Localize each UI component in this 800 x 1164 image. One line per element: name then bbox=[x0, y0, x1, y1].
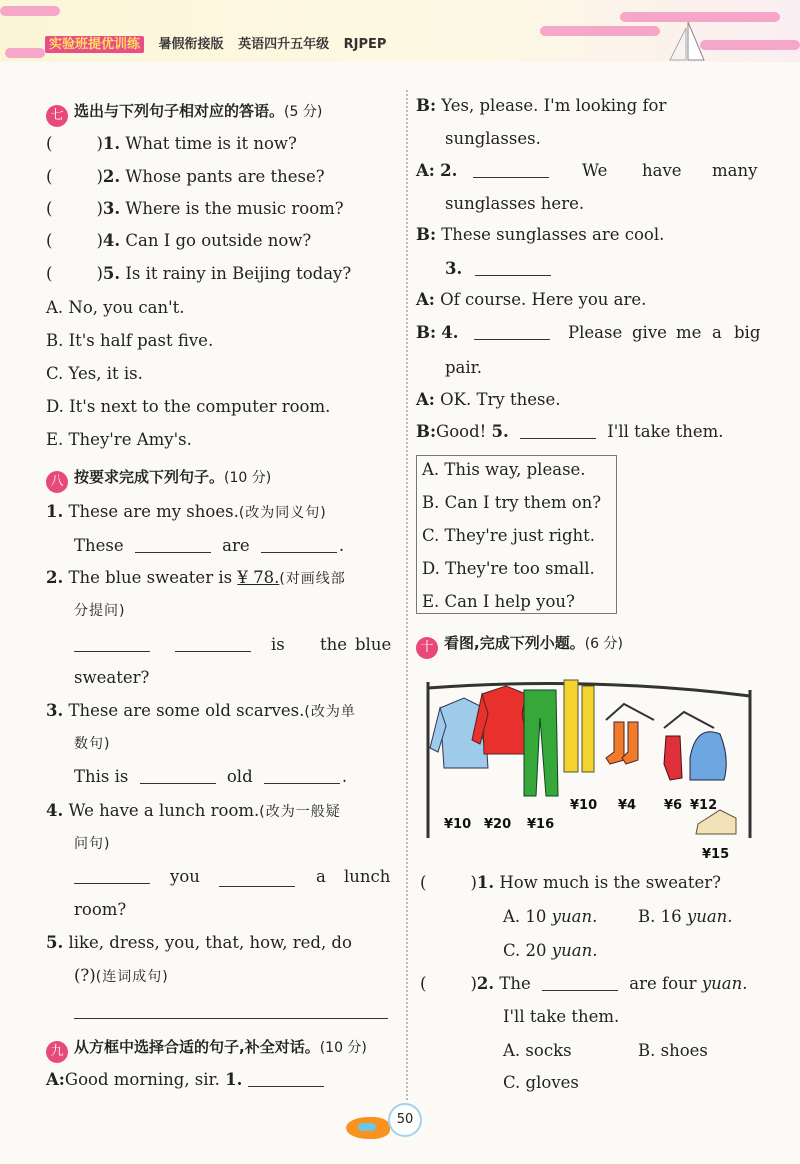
answer-word: you bbox=[170, 867, 200, 886]
option-row bbox=[46, 330, 213, 352]
header-subject: 英语四升五年级 bbox=[238, 37, 330, 52]
box-option bbox=[422, 558, 595, 580]
question-number: 2. bbox=[46, 568, 64, 587]
dialog-text: Of course. Here you are. bbox=[440, 290, 647, 309]
option-unit: yuan. bbox=[686, 907, 733, 926]
clothes-rack-picture bbox=[424, 668, 754, 868]
option-letter: E. bbox=[46, 430, 64, 449]
dialog-word: big bbox=[734, 323, 761, 342]
page-header bbox=[0, 0, 800, 62]
option-text: It's next to the computer room. bbox=[69, 397, 331, 416]
option-row bbox=[46, 363, 143, 385]
section-9-header bbox=[46, 1036, 367, 1063]
option-unit: yuan. bbox=[551, 907, 598, 926]
question-row bbox=[46, 567, 346, 590]
section-title: 选出与下列句子相对应的答语。 bbox=[74, 102, 285, 120]
question-text: We have a lunch room. bbox=[68, 801, 260, 820]
option-row bbox=[503, 1040, 572, 1062]
speaker-label: A: bbox=[46, 1070, 65, 1089]
question-text: (?) bbox=[74, 966, 96, 985]
answer-word: old bbox=[226, 767, 253, 786]
question-row bbox=[46, 230, 311, 252]
section-title: 看图,完成下列小题。 bbox=[444, 634, 585, 652]
section-number-icon: 八 bbox=[46, 471, 68, 493]
speaker-label: A: bbox=[416, 290, 435, 309]
question-row bbox=[46, 800, 341, 823]
dialog-text: sunglasses here. bbox=[445, 194, 585, 213]
question-text: like, dress, you, that, how, red, do bbox=[68, 933, 352, 952]
answer-paren: ( bbox=[420, 974, 427, 993]
answer-paren: ( bbox=[420, 873, 427, 892]
speaker-label: B: bbox=[416, 323, 437, 342]
question-text: What time is it now? bbox=[125, 134, 297, 153]
question-instruction: (改为一般疑 bbox=[259, 804, 341, 820]
question-text: The bbox=[499, 974, 531, 993]
speaker-label: B: bbox=[416, 96, 437, 115]
dialog-word: many bbox=[712, 161, 758, 180]
question-instruction: 数句) bbox=[74, 736, 111, 752]
question-number: 1. bbox=[102, 134, 121, 153]
section-title: 从方框中选择合适的句子,补全对话。 bbox=[74, 1038, 320, 1056]
section-score: (5 分) bbox=[284, 104, 323, 120]
question-row bbox=[46, 932, 352, 954]
question-unit: yuan. bbox=[701, 974, 748, 993]
dialog-line bbox=[416, 224, 664, 246]
question-number: 2. bbox=[102, 167, 121, 186]
blank-number: 5. bbox=[491, 422, 509, 441]
price-tag-sweater: ¥20 bbox=[484, 817, 512, 832]
blank-number: 1. bbox=[225, 1070, 243, 1089]
dialog-word: give bbox=[632, 323, 667, 342]
decor-wave bbox=[0, 6, 60, 16]
option-value: 10 bbox=[525, 907, 547, 926]
blank-number: 3. bbox=[445, 259, 463, 278]
header-edition: 暑假衔接版 bbox=[158, 37, 224, 52]
answer-blank[interactable] bbox=[74, 635, 150, 652]
answer-paren: ( bbox=[46, 167, 53, 186]
answer-paren-close: ) bbox=[96, 134, 103, 153]
section-score: (10 分) bbox=[224, 470, 272, 486]
question-instruction: (对画线部 bbox=[279, 571, 346, 587]
dialog-text: Good! bbox=[436, 422, 487, 441]
question-text: Where is the music room? bbox=[125, 199, 344, 218]
answer-end: . bbox=[338, 536, 345, 555]
price-tag-pants: ¥16 bbox=[527, 817, 555, 832]
question-number: 4. bbox=[102, 231, 121, 250]
dialog-text: I'll take them. bbox=[607, 422, 724, 441]
sailboat-icon bbox=[652, 18, 722, 62]
question-number: 2. bbox=[476, 974, 495, 993]
option-row bbox=[638, 906, 733, 928]
answer-blank[interactable] bbox=[248, 1070, 324, 1087]
option-letter: B. bbox=[638, 1041, 656, 1060]
option-letter: E. bbox=[422, 592, 440, 611]
answer-paren-close: ) bbox=[96, 167, 103, 186]
option-row bbox=[46, 297, 185, 319]
header-text bbox=[45, 33, 386, 52]
question-row bbox=[74, 965, 169, 988]
price-tag-hat: ¥12 bbox=[690, 798, 718, 813]
option-letter: D. bbox=[46, 397, 64, 416]
option-letter: C. bbox=[503, 941, 521, 960]
option-row bbox=[503, 940, 597, 962]
question-row bbox=[420, 872, 721, 894]
answer-paren: ( bbox=[46, 134, 53, 153]
question-text: How much is the sweater? bbox=[499, 873, 722, 892]
section-number-icon: 九 bbox=[46, 1041, 68, 1063]
question-row bbox=[46, 133, 297, 155]
question-instruction: 问句) bbox=[74, 836, 111, 852]
question-instruction: (改为单 bbox=[304, 704, 356, 720]
option-text: They're too small. bbox=[445, 559, 595, 578]
box-option bbox=[422, 591, 575, 613]
dialog-line bbox=[416, 289, 646, 311]
answer-row bbox=[74, 766, 347, 788]
option-letter: A. bbox=[503, 1041, 521, 1060]
dialog-line bbox=[416, 160, 760, 182]
answer-end: . bbox=[341, 767, 348, 786]
option-text: They're just right. bbox=[444, 526, 596, 545]
answer-word: blue bbox=[355, 635, 392, 654]
decor-wave bbox=[5, 48, 45, 58]
question-text: Is it rainy in Beijing today? bbox=[125, 264, 352, 283]
answer-row bbox=[74, 535, 344, 557]
answer-word: sweater? bbox=[74, 668, 150, 687]
question-row bbox=[46, 198, 344, 220]
blank-number: 2. bbox=[440, 161, 458, 180]
option-text: This way, please. bbox=[444, 460, 586, 479]
option-value: 20 bbox=[525, 941, 547, 960]
question-text: The blue sweater is bbox=[68, 568, 233, 587]
option-row bbox=[46, 396, 330, 418]
question-row bbox=[46, 263, 351, 285]
option-text: Yes, it is. bbox=[68, 364, 143, 383]
section-title: 按要求完成下列句子。 bbox=[74, 468, 225, 486]
question-number: 3. bbox=[102, 199, 121, 218]
option-letter: C. bbox=[422, 526, 440, 545]
answer-word: the bbox=[320, 635, 348, 654]
question-text: These are my shoes. bbox=[68, 502, 239, 521]
question-row bbox=[46, 700, 356, 723]
dialog-line bbox=[445, 258, 551, 280]
question-number: 1. bbox=[476, 873, 495, 892]
section-score: (6 分) bbox=[584, 636, 623, 652]
answer-paren-close: ) bbox=[96, 199, 103, 218]
answer-line[interactable] bbox=[74, 1018, 388, 1019]
box-option bbox=[422, 492, 601, 514]
answer-word: is bbox=[271, 635, 285, 654]
option-text: shoes bbox=[660, 1041, 708, 1060]
page-number: 50 bbox=[388, 1103, 422, 1137]
underlined-price: ¥ 78. bbox=[237, 568, 280, 587]
section-number-icon: 十 bbox=[416, 637, 438, 659]
submarine-icon bbox=[346, 1117, 390, 1139]
dialog-word: me bbox=[676, 323, 702, 342]
answer-word: are bbox=[222, 536, 250, 555]
answer-word: room? bbox=[74, 900, 127, 919]
dialog-word: have bbox=[642, 161, 682, 180]
answer-blank[interactable] bbox=[74, 867, 150, 884]
speaker-label: B: bbox=[416, 225, 437, 244]
option-row bbox=[503, 906, 597, 928]
answer-blank[interactable] bbox=[473, 161, 549, 178]
dialog-text: sunglasses. bbox=[445, 129, 541, 148]
speaker-label: A: bbox=[416, 390, 435, 409]
answer-blank[interactable] bbox=[474, 323, 550, 340]
option-letter: C. bbox=[46, 364, 64, 383]
option-text: gloves bbox=[525, 1073, 579, 1092]
question-number: 3. bbox=[46, 701, 64, 720]
option-text: Can I try them on? bbox=[444, 493, 602, 512]
dialog-line bbox=[416, 389, 560, 411]
answer-paren-close: ) bbox=[470, 974, 477, 993]
header-badge: 实验班提优训练 bbox=[45, 36, 144, 53]
option-row bbox=[46, 429, 192, 451]
answer-blank[interactable] bbox=[520, 422, 596, 439]
option-unit: yuan. bbox=[551, 941, 598, 960]
speaker-label: A: bbox=[416, 161, 435, 180]
dialog-text: OK. Try these. bbox=[440, 390, 561, 409]
answer-paren-close: ) bbox=[96, 231, 103, 250]
option-letter: C. bbox=[503, 1073, 521, 1092]
option-letter: A. bbox=[422, 460, 440, 479]
price-tag-shirt: ¥10 bbox=[444, 817, 472, 832]
dialog-text: pair. bbox=[445, 358, 482, 377]
answer-paren-close: ) bbox=[470, 873, 477, 892]
section-score: (10 分) bbox=[319, 1040, 367, 1056]
answer-word: a bbox=[316, 867, 326, 886]
answer-paren: ( bbox=[46, 264, 53, 283]
column-divider bbox=[406, 90, 408, 1100]
answer-blank[interactable] bbox=[175, 635, 251, 652]
dialog-text: Good morning, sir. bbox=[64, 1070, 220, 1089]
option-row bbox=[503, 1072, 579, 1094]
option-letter: B. bbox=[46, 331, 64, 350]
dialog-line bbox=[416, 95, 666, 117]
price-tag-gloves: ¥6 bbox=[664, 798, 683, 813]
option-letter: D. bbox=[422, 559, 440, 578]
answer-row bbox=[74, 634, 390, 656]
answer-paren: ( bbox=[46, 199, 53, 218]
answer-blank[interactable] bbox=[264, 767, 340, 784]
dialog-word: a bbox=[712, 323, 722, 342]
section-10-header bbox=[416, 632, 623, 659]
dialog-line bbox=[416, 421, 724, 443]
answer-blank[interactable] bbox=[135, 536, 211, 553]
answer-blank[interactable] bbox=[475, 259, 551, 276]
decor-wave bbox=[540, 26, 660, 36]
question-text: Can I go outside now? bbox=[125, 231, 312, 250]
question-row bbox=[46, 166, 325, 188]
dialog-text: Yes, please. I'm looking for bbox=[441, 96, 667, 115]
header-code: RJPEP bbox=[343, 37, 387, 52]
option-letter: B. bbox=[422, 493, 440, 512]
question-instruction: (改为同义句) bbox=[238, 505, 327, 521]
answer-blank[interactable] bbox=[261, 536, 337, 553]
question-number: 1. bbox=[46, 502, 64, 521]
question-number: 5. bbox=[102, 264, 121, 283]
answer-word: lunch bbox=[344, 867, 391, 886]
clothesline-illustration bbox=[424, 668, 754, 868]
option-value: 16 bbox=[660, 907, 682, 926]
answer-row bbox=[74, 866, 390, 888]
answer-paren-close: ) bbox=[96, 264, 103, 283]
answer-paren: ( bbox=[46, 231, 53, 250]
section-8-header bbox=[46, 466, 271, 493]
section-7-header bbox=[46, 100, 322, 127]
question-instruction: (连词成句) bbox=[95, 969, 169, 985]
question-instruction: 分提问) bbox=[74, 603, 126, 619]
section-number-icon: 七 bbox=[46, 105, 68, 127]
blank-number: 4. bbox=[441, 323, 459, 342]
price-tag-scarf: ¥10 bbox=[570, 798, 598, 813]
question-row bbox=[420, 973, 747, 995]
question-number: 4. bbox=[46, 801, 64, 820]
question-number: 5. bbox=[46, 933, 64, 952]
box-option bbox=[422, 525, 595, 547]
answer-blank[interactable] bbox=[542, 974, 618, 991]
price-tag-socks: ¥4 bbox=[618, 798, 637, 813]
question-row bbox=[46, 501, 327, 524]
dialog-word: Please bbox=[568, 323, 623, 342]
option-letter: A. bbox=[46, 298, 64, 317]
options-box bbox=[416, 455, 617, 614]
question-text: These are some old scarves. bbox=[68, 701, 305, 720]
option-row bbox=[638, 1040, 708, 1062]
price-tag-shoes: ¥15 bbox=[702, 847, 730, 862]
answer-blank[interactable] bbox=[219, 870, 295, 887]
option-text: socks bbox=[525, 1041, 572, 1060]
option-text: It's half past five. bbox=[68, 331, 214, 350]
dialog-text: These sunglasses are cool. bbox=[441, 225, 665, 244]
question-text: Whose pants are these? bbox=[125, 167, 325, 186]
option-text: No, you can't. bbox=[68, 298, 185, 317]
option-letter: A. bbox=[503, 907, 521, 926]
speaker-label: B: bbox=[416, 422, 437, 441]
dialog-line bbox=[46, 1069, 324, 1091]
option-letter: B. bbox=[638, 907, 656, 926]
option-text: Can I help you? bbox=[444, 592, 575, 611]
question-text: are four bbox=[629, 974, 697, 993]
box-option bbox=[422, 459, 586, 481]
question-text: I'll take them. bbox=[503, 1007, 620, 1026]
answer-blank[interactable] bbox=[140, 767, 216, 784]
answer-word: This is bbox=[74, 767, 129, 786]
price-tags bbox=[444, 798, 729, 862]
answer-word: These bbox=[74, 536, 124, 555]
option-text: They're Amy's. bbox=[68, 430, 192, 449]
dialog-line bbox=[416, 322, 760, 344]
dialog-word: We bbox=[582, 161, 608, 180]
